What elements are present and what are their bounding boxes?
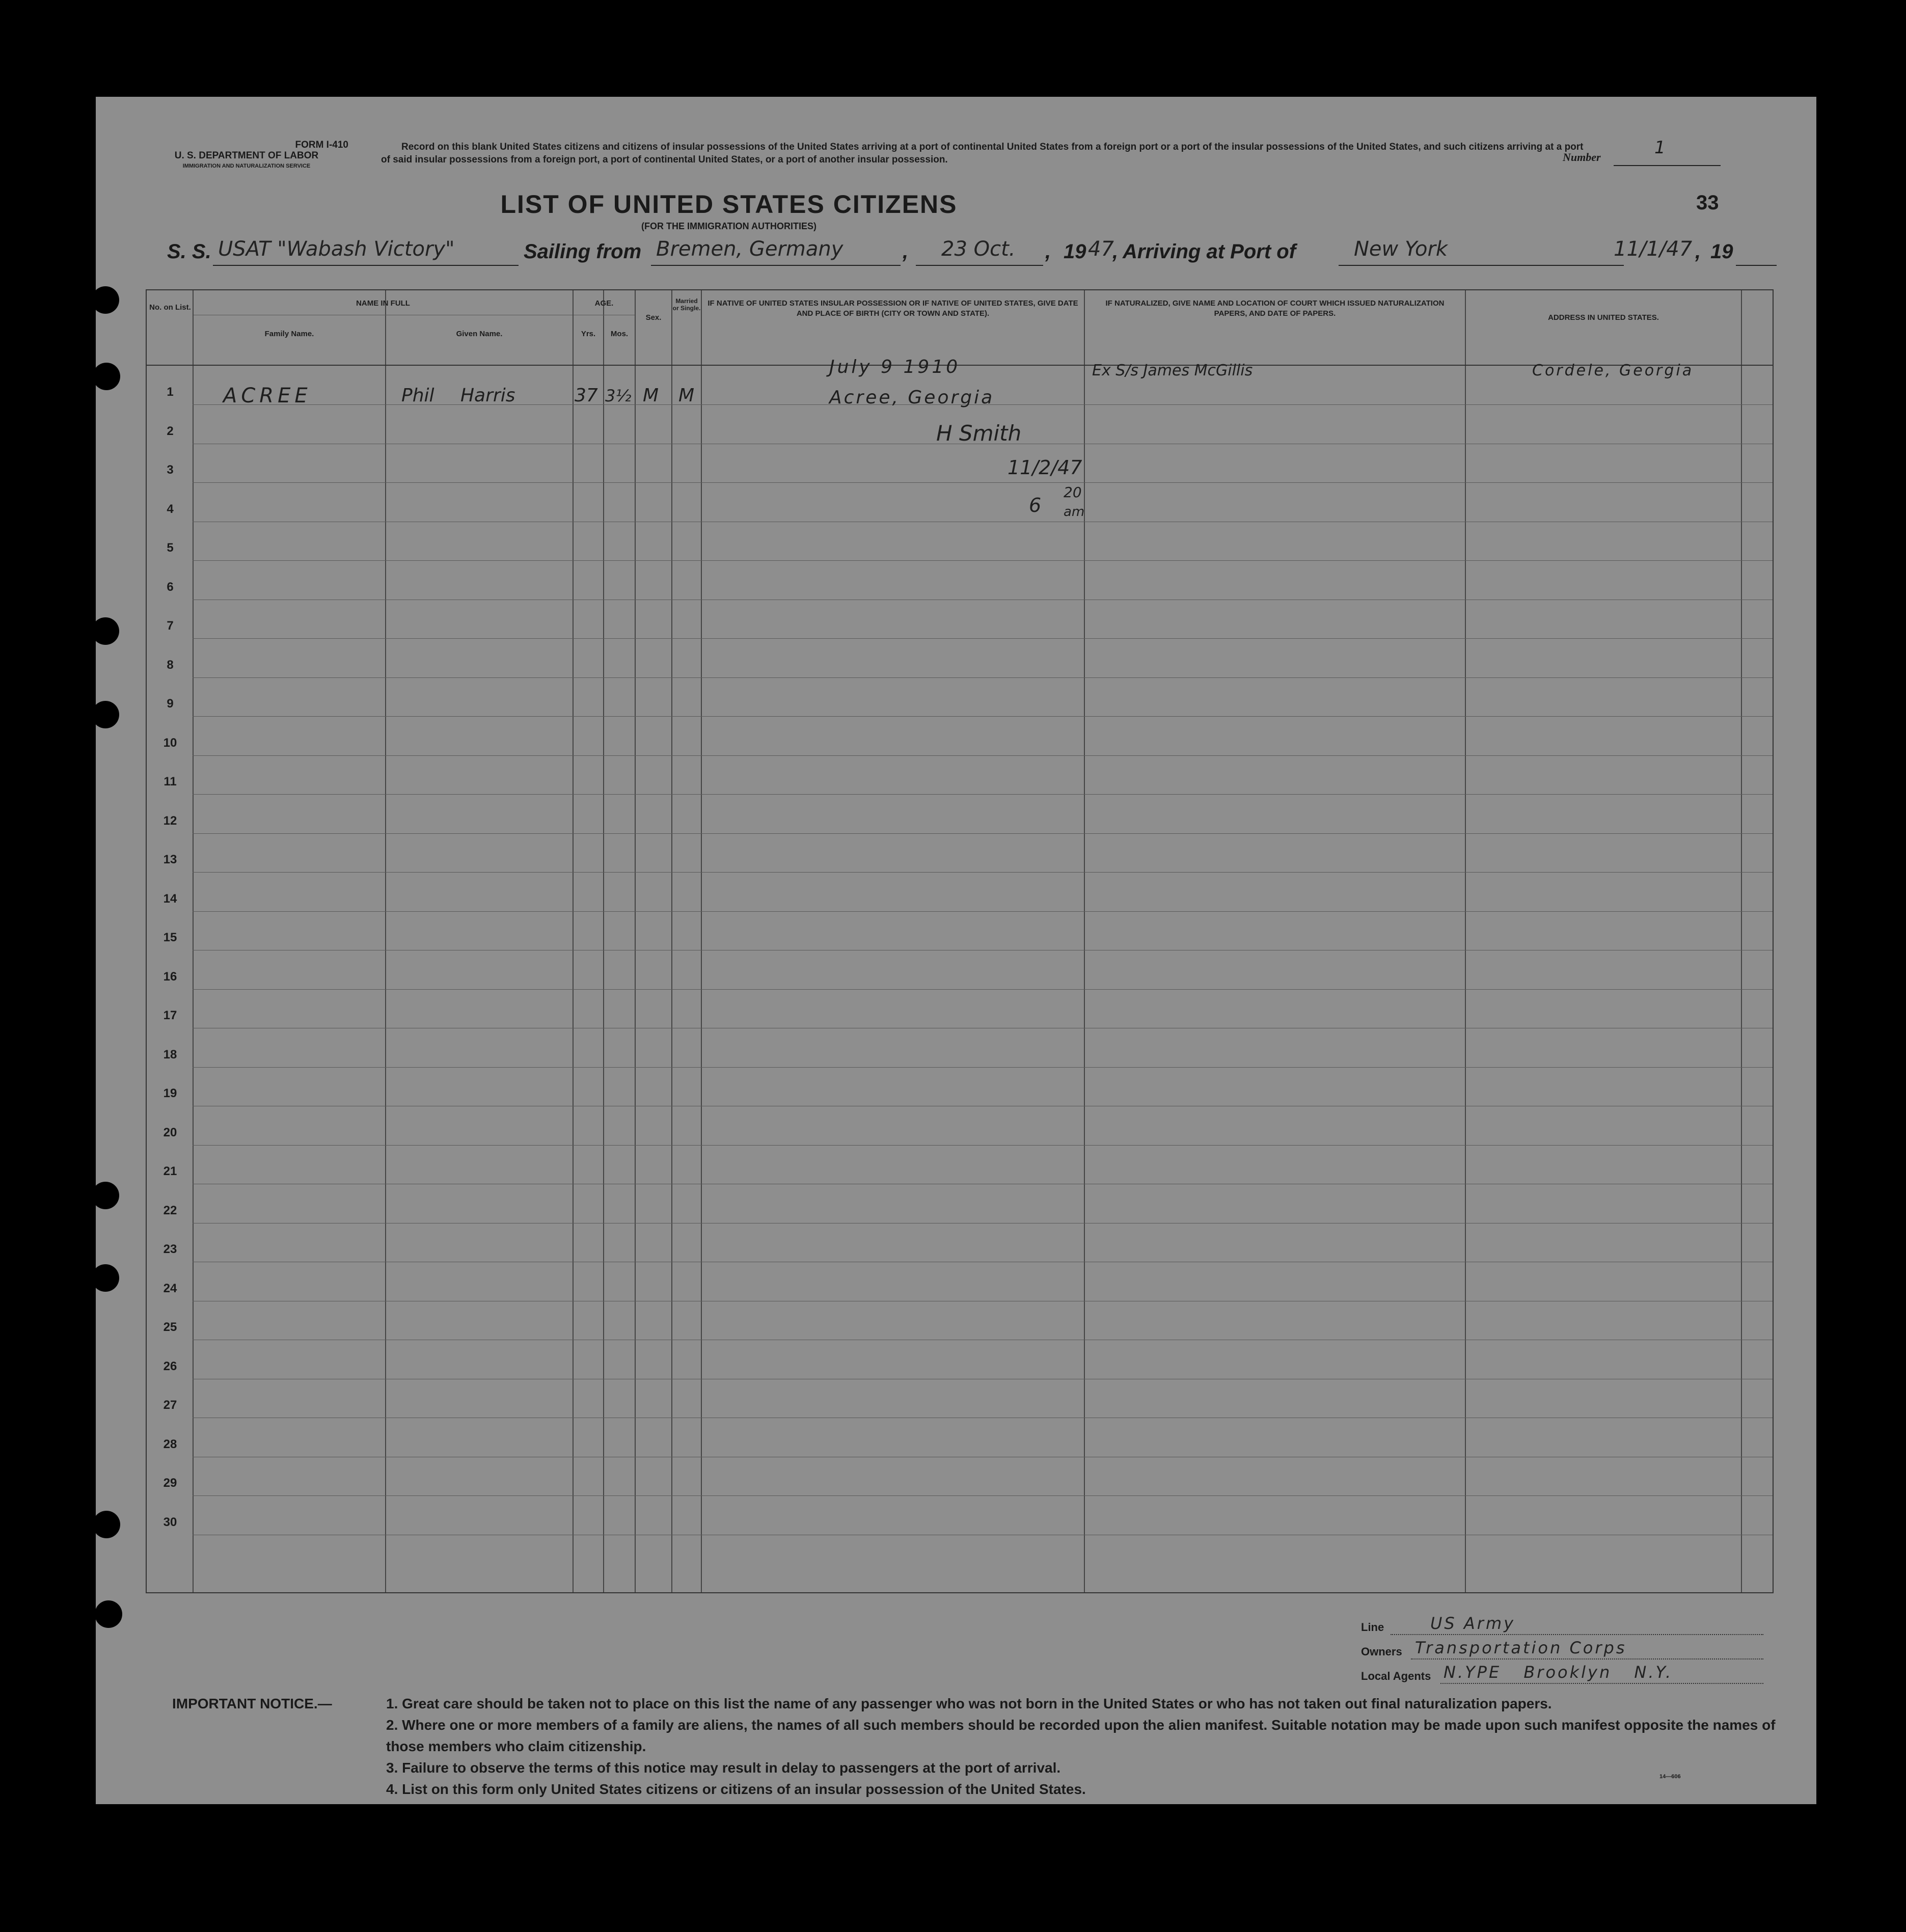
- col-divider: [193, 290, 194, 1592]
- col-header-age: AGE.: [594, 299, 614, 308]
- address-value: Cordele, Georgia: [1532, 362, 1694, 379]
- col-divider: [701, 290, 702, 1592]
- form-code: 14—606: [1659, 1774, 1681, 1780]
- col-header-given: Given Name.: [456, 330, 503, 338]
- form-number: FORM I-410: [295, 140, 348, 150]
- line-value: US Army: [1430, 1614, 1516, 1633]
- line-label: Line: [1361, 1621, 1384, 1634]
- year-label: 19: [1064, 240, 1086, 263]
- number-label: Number: [1563, 151, 1601, 164]
- col-header-address: ADDRESS IN UNITED STATES.: [1548, 313, 1659, 322]
- number-underline: [1614, 165, 1721, 166]
- binder-hole: [92, 286, 119, 314]
- line-underline: [1391, 1634, 1763, 1635]
- col-divider: [1084, 290, 1085, 1592]
- row-number: 22: [163, 1203, 177, 1217]
- col-divider: [1465, 290, 1466, 1592]
- row-rule: [193, 833, 1773, 834]
- col-header-family: Family Name.: [264, 330, 314, 338]
- binder-hole: [92, 617, 119, 645]
- binder-hole: [92, 1182, 119, 1209]
- notice-heading: IMPORTANT NOTICE.—: [172, 1696, 332, 1711]
- arrival-port: New York: [1354, 237, 1448, 261]
- row-number: 2: [167, 424, 174, 438]
- year-value: 47: [1088, 237, 1114, 261]
- year-underline: [1736, 265, 1777, 266]
- row-rule: [193, 755, 1773, 756]
- binder-hole: [95, 1600, 122, 1628]
- row-rule: [193, 482, 1773, 483]
- year-label-2: 19: [1710, 240, 1733, 263]
- page-subtitle: (FOR THE IMMIGRATION AUTHORITIES): [641, 221, 816, 231]
- row-number: 8: [167, 658, 174, 672]
- manifest-sheet: [96, 97, 1816, 1804]
- sex-value: M: [643, 385, 659, 406]
- family-name-value: ACREE: [223, 384, 312, 407]
- row-number: 24: [163, 1281, 177, 1295]
- row-number: 29: [163, 1476, 177, 1490]
- comma-2: ,: [1045, 240, 1051, 263]
- notice-item-4: 4. List on this form only United States citizens or citizens of an insular possession of the United States.: [386, 1781, 1086, 1797]
- birth-date-value: July 9 1910: [829, 357, 961, 377]
- naturalized-value: Ex S/s James McGillis: [1092, 362, 1253, 379]
- row-number: 15: [163, 931, 177, 944]
- owners-value: Transportation Corps: [1415, 1638, 1627, 1657]
- row-rule: [193, 1145, 1773, 1146]
- agents-underline: [1440, 1683, 1763, 1684]
- port-underline: [1339, 265, 1624, 266]
- row-number: 30: [163, 1515, 177, 1529]
- binder-hole: [93, 1511, 120, 1538]
- row-number: 28: [163, 1437, 177, 1451]
- col-header-naturalized: IF NATURALIZED, GIVE NAME AND LOCATION OF COURT WHICH ISSUED NATURALIZATION PAPERS, AND DATE OF PAPERS.: [1105, 299, 1445, 318]
- row-rule: [193, 716, 1773, 717]
- row-number: 9: [167, 697, 174, 711]
- notice-item-3: 3. Failure to observe the terms of this notice may result in delay to passengers at the port of arrival.: [386, 1760, 1061, 1776]
- col-divider: [385, 290, 386, 1592]
- binder-hole: [93, 363, 120, 390]
- inspection-date: 11/2/47: [1008, 456, 1082, 479]
- col-header-married: Married or Single.: [672, 297, 701, 312]
- row-rule: [193, 794, 1773, 795]
- vessel-name: USAT "Wabash Victory": [218, 237, 455, 261]
- row-number: 19: [163, 1086, 177, 1100]
- row-rule: [193, 989, 1773, 990]
- row-rule: [193, 911, 1773, 912]
- row-number: 23: [163, 1242, 177, 1256]
- row-number: 12: [163, 813, 177, 828]
- col-header-yrs: Yrs.: [581, 330, 596, 338]
- row-number: 3: [167, 463, 174, 477]
- number-value: 1: [1654, 138, 1666, 158]
- col-divider: [1741, 290, 1742, 1592]
- row-number: 7: [167, 619, 174, 633]
- sailing-label: Sailing from: [524, 240, 642, 263]
- voyage-line: [167, 236, 1807, 267]
- row-number: 4: [167, 502, 174, 516]
- col-header-no: No. on List.: [149, 303, 191, 312]
- row-number: 5: [167, 541, 174, 555]
- married-value: M: [678, 385, 695, 406]
- sailing-date: 23 Oct.: [941, 237, 1016, 261]
- page-title: LIST OF UNITED STATES CITIZENS: [500, 190, 958, 219]
- row-number: 27: [163, 1398, 177, 1412]
- agents-label: Local Agents: [1361, 1670, 1431, 1682]
- row-number: 13: [163, 853, 177, 866]
- page-number: 33: [1696, 192, 1719, 214]
- row-number: 20: [163, 1125, 177, 1139]
- row-number: 25: [163, 1320, 177, 1334]
- row-number: 26: [163, 1359, 177, 1373]
- comma-1: ,: [903, 240, 909, 263]
- form-instructions: Record on this blank United States citizens and citizens of insular possessions of the United States arriving at a port of continental United States from a foreign port or a port of the insular possessions of the United States, and such citizens arriving at a port of said insular possessions from a foreign port, a port of continental United States, or a port of another insular possession.: [381, 142, 1584, 165]
- passenger-table: [146, 289, 1774, 1593]
- row-number: 21: [163, 1164, 177, 1178]
- sailing-underline: [651, 265, 901, 266]
- row-number: 6: [167, 580, 174, 594]
- age-yrs-value: 37: [575, 385, 598, 406]
- owners-underline: [1411, 1658, 1763, 1659]
- col-header-sex: Sex.: [645, 313, 662, 322]
- binder-hole: [92, 701, 119, 728]
- row-number: 1: [167, 385, 174, 399]
- date-underline: [916, 265, 1043, 266]
- col-header-mos: Mos.: [610, 330, 629, 338]
- vessel-underline: [213, 265, 519, 266]
- row-number: 10: [163, 736, 177, 750]
- col-divider: [603, 290, 604, 1592]
- inspection-minute: 20: [1064, 484, 1082, 501]
- row-number: 17: [163, 1009, 177, 1022]
- agency-service: IMMIGRATION AND NATURALIZATION SERVICE: [182, 163, 311, 169]
- col-header-name: NAME IN FULL: [356, 299, 410, 308]
- col-divider: [635, 290, 636, 1592]
- binder-hole: [92, 1264, 119, 1292]
- arrival-date: 11/1/47: [1614, 237, 1693, 261]
- sailing-from: Bremen, Germany: [656, 237, 843, 261]
- agents-value: N.YPE Brooklyn N.Y.: [1444, 1663, 1673, 1682]
- agency-name: U. S. DEPARTMENT OF LABOR: [174, 150, 319, 161]
- comma-4: ,: [1695, 240, 1701, 263]
- row-rule: [193, 1495, 1773, 1496]
- owners-label: Owners: [1361, 1645, 1402, 1658]
- comma-3: ,: [1112, 240, 1119, 263]
- inspector-signature: H Smith: [936, 421, 1022, 446]
- ss-label: S. S.: [167, 240, 211, 263]
- row-rule: [193, 638, 1773, 639]
- birth-place-value: Acree, Georgia: [829, 387, 995, 408]
- row-number: 16: [163, 969, 177, 984]
- col-divider: [671, 290, 672, 1592]
- notice-item-2: 2. Where one or more members of a family are aliens, the names of all such members should be recorded upon the alien manifest. Suitable notation may be made upon such manifest opposite the names of those members who claim citizenship.: [386, 1717, 1776, 1754]
- row-rule: [193, 872, 1773, 873]
- row-rule: [193, 1067, 1773, 1068]
- row-rule: [193, 677, 1773, 678]
- form-identifier: [145, 140, 348, 172]
- notice-item-1: 1. Great care should be taken not to place on this list the name of any passenger who was not born in the United States or who has not taken out final naturalization papers.: [386, 1696, 1552, 1711]
- inspection-ampm: am: [1064, 504, 1085, 520]
- row-number: 14: [163, 891, 177, 906]
- row-number: 11: [164, 775, 177, 788]
- col-header-birth: IF NATIVE OF UNITED STATES INSULAR POSSESSION OR IF NATIVE OF UNITED STATES, GIVE DATE AND PLACE OF BIRTH (CITY OR TOWN AND STATE).: [707, 299, 1078, 318]
- arriving-label: Arriving at Port of: [1123, 240, 1296, 263]
- given-name-value: Phil Harris: [401, 385, 515, 406]
- age-mos-value: 3½: [605, 386, 632, 405]
- row-rule: [193, 560, 1773, 561]
- col-divider: [573, 290, 574, 1592]
- inspection-hour: 6: [1029, 494, 1042, 516]
- row-number: 18: [163, 1047, 177, 1062]
